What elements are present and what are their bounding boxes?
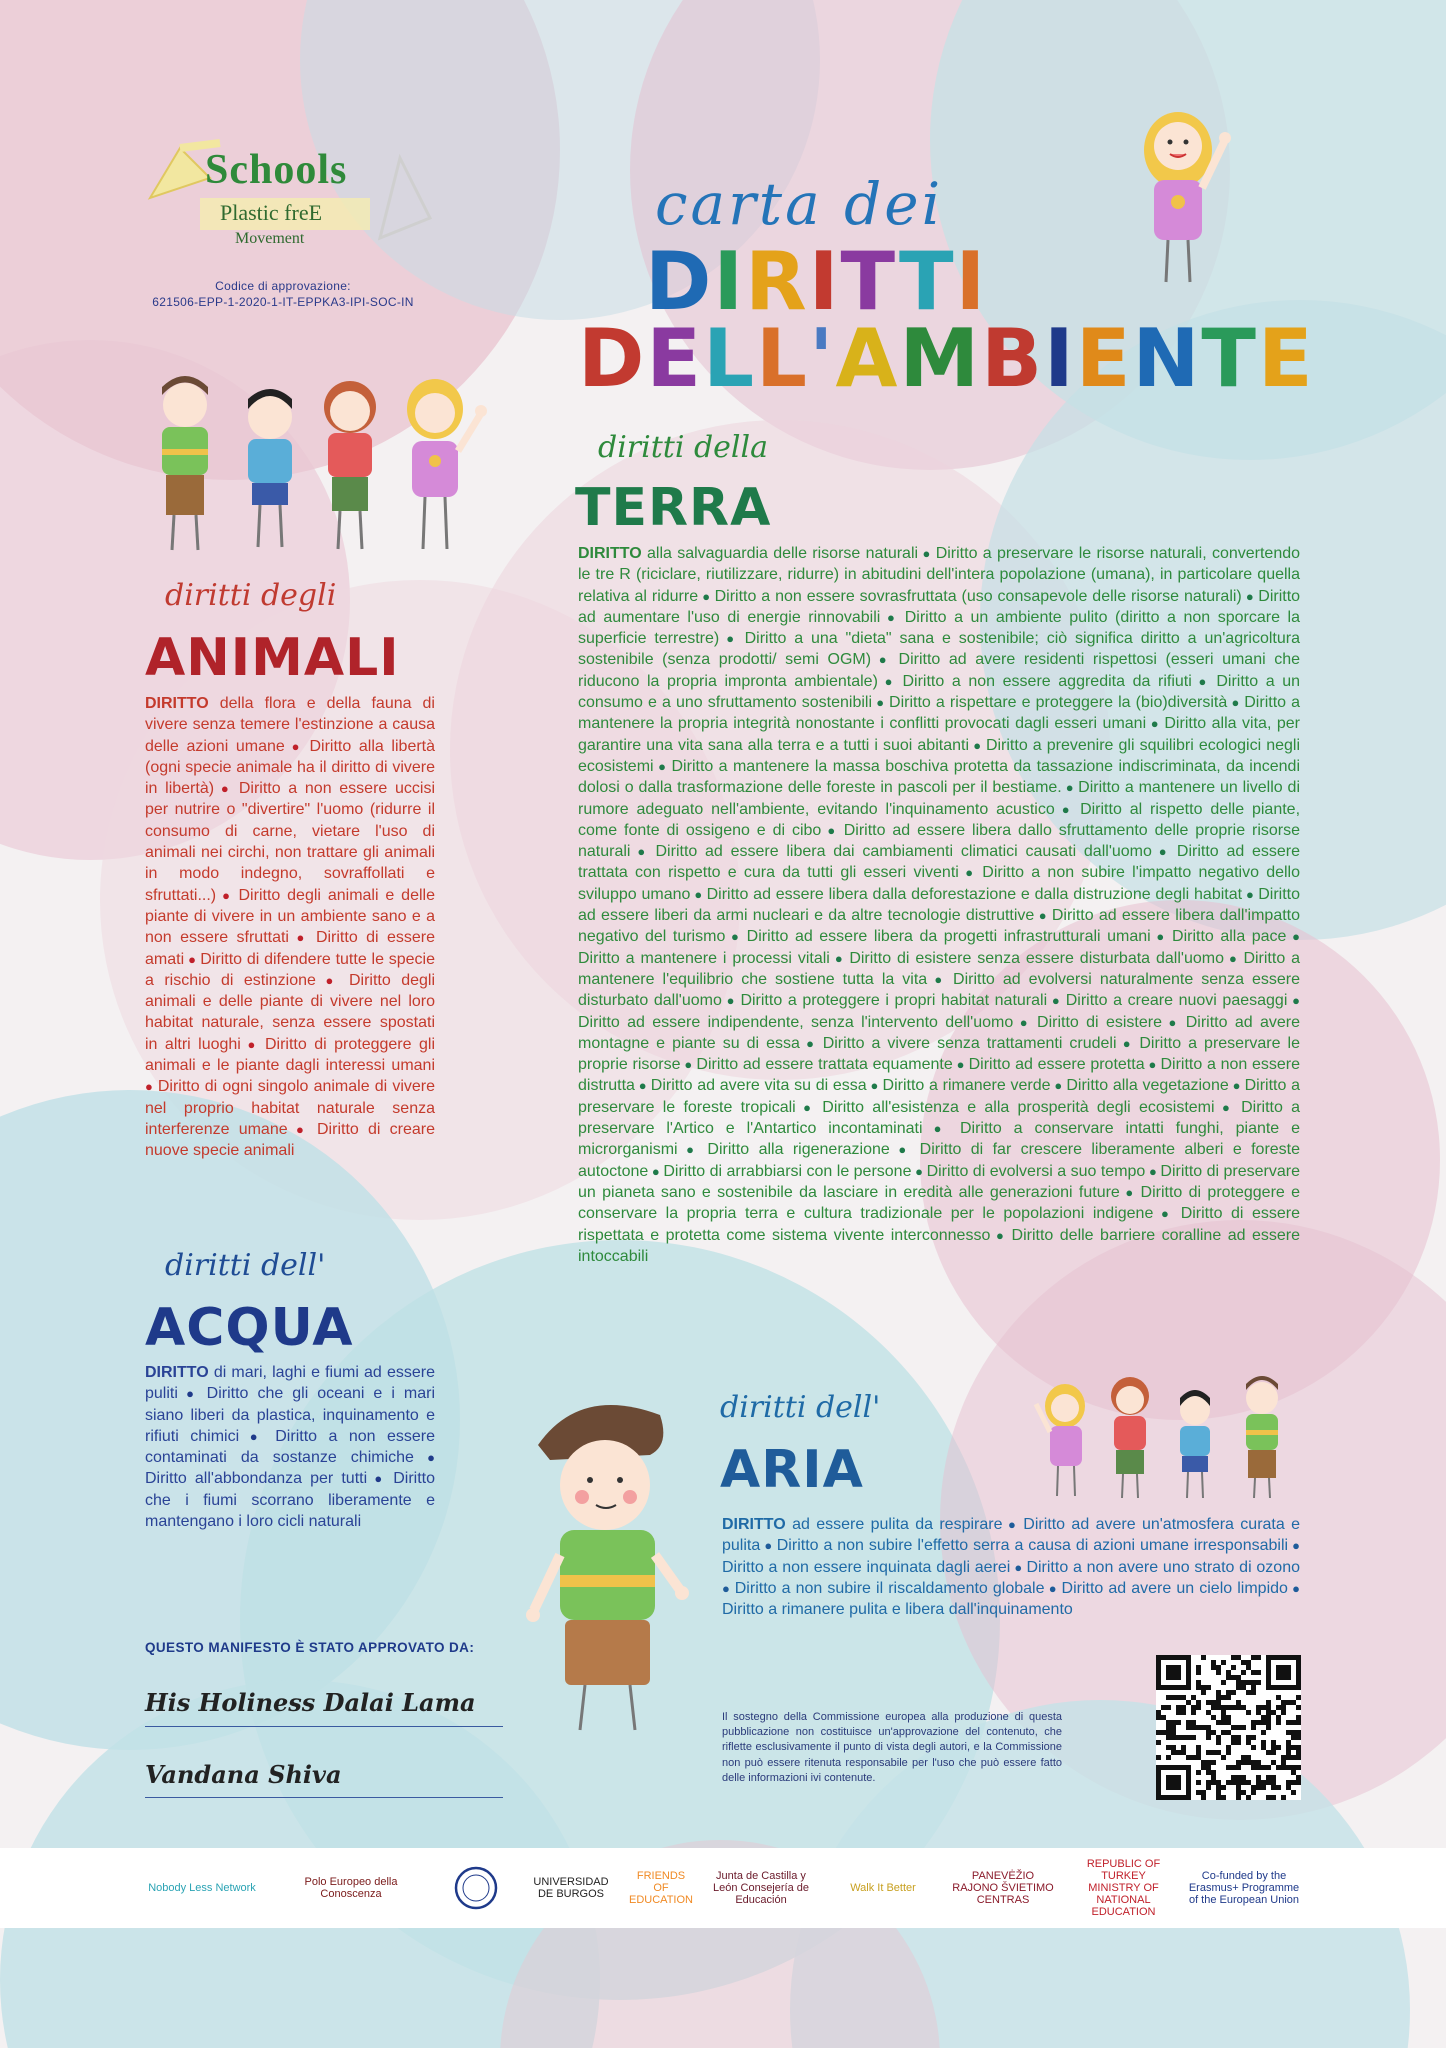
title-script: carta dei [655, 170, 944, 238]
acqua-subtitle: diritti dell' [165, 1248, 326, 1283]
right-item: alla salvaguardia delle risorse naturali [647, 545, 919, 562]
bullet-dot: ● [677, 1142, 708, 1158]
right-item: Diritto ad avere un cielo limpido [1061, 1579, 1288, 1597]
title-letter: I [713, 235, 746, 328]
bullet-dot: ● [1287, 1580, 1301, 1596]
acqua-title: ACQUA [145, 1298, 354, 1358]
right-item: Diritto a mantenere i processi vitali [578, 949, 830, 967]
approval-code: 621506-EPP-1-2020-1-IT-EPPKA3-IPI-SOC-IN [152, 295, 414, 309]
right-item: Diritto alla vita, per garantire una vita sana alla terra e a tutti i suoi abitanti [578, 715, 1301, 754]
bullet-dot: ● [1153, 1206, 1181, 1222]
right-item: Diritto a non essere aggredita da rifiuti [902, 672, 1192, 690]
title-letter: E [1258, 312, 1315, 405]
right-item: Diritto di evolversi a suo tempo [926, 1162, 1146, 1180]
bullet-dot: ● [821, 822, 844, 838]
right-item: Diritto all'abbondanza per tutti [145, 1470, 368, 1488]
title-letter: D [578, 312, 647, 405]
partner-logo: Nobody Less Network [148, 1882, 256, 1894]
logo-movement-text: Movement [235, 230, 305, 247]
right-item: Diritto ad essere trattata con rispetto e cura da tutti gli esseri viventi [578, 843, 1301, 882]
right-item: Diritto a un ambiente pulito (diritto a non sporcare la superficie terrestre) [578, 608, 1300, 648]
right-item: Diritto di essere rispettata e protetta come sistema vivente interconnesso [578, 1205, 1300, 1244]
right-item: Diritto ad essere liberi da armi nucleari e da altre tecnologie distruttive [578, 885, 1300, 925]
right-item: Diritto che i fiumi scorrano liberamente e mantengano i loro cicli naturali [145, 1470, 435, 1531]
right-item: Diritto di far crescere liberamente alberi e foreste autoctone [578, 1141, 1301, 1180]
bullet-dot: ● [413, 1450, 436, 1466]
bullet-dot: ● [1010, 1559, 1027, 1575]
bullet-dot: ● [829, 950, 850, 966]
bullet-dot: ● [1145, 1163, 1161, 1179]
right-item: Diritto a una "dieta" sana e sostenibile; ciò significa diritto a un'agricoltura sostenibile (senza prodotti/ semi OGM) [578, 630, 1301, 669]
right-item: ad essere pulita da respirare [792, 1516, 1003, 1533]
title-letter: M [899, 312, 982, 405]
university-seal-icon [454, 1866, 498, 1910]
bullet-dot: ● [240, 1036, 265, 1052]
bullet-dot: ● [1116, 1035, 1140, 1051]
right-item: Diritto a non essere contaminati da sostanze chimiche [145, 1427, 436, 1467]
right-item: Diritto alla libertà (ogni specie animale ha il diritto di vivere in libertà) [145, 737, 436, 798]
right-item: Diritto ad essere libera dall'impatto negativo del turismo [578, 907, 1301, 946]
title-letter: I [808, 235, 841, 328]
title-letter: T [840, 235, 899, 328]
title-letter: B [981, 312, 1045, 405]
bullet-dot: ● [725, 929, 747, 945]
rights-lead-word: DIRITTO [578, 545, 647, 562]
bullet-dot: ● [1228, 1078, 1245, 1094]
right-item: Diritto ad essere indipendente, senza l'intervento dell'uomo [578, 1013, 1014, 1031]
animali-title: ANIMALI [145, 628, 400, 688]
right-item: Diritto a non subire l'impatto negativo dello sviluppo umano [578, 864, 1301, 903]
logo-plastic-free-text: Plastic freE [220, 200, 323, 225]
right-item: Diritto di difendere tutte le specie a rischio di estinzione [145, 950, 436, 989]
bullet-dot: ● [680, 1057, 697, 1073]
bullet-dot: ● [877, 673, 903, 689]
bullet-dot: ● [795, 1099, 823, 1115]
right-item: Diritto a rispettare e proteggere la (bio)diversità [889, 694, 1228, 712]
bullet-dot: ● [990, 1227, 1012, 1243]
right-item: Diritto ad aumentare l'uso di energie rinnovabili [578, 587, 1301, 626]
partner-logo: Walk It Better [850, 1882, 916, 1894]
bullet-dot: ● [287, 1121, 317, 1137]
right-item: Diritto ad avere residenti rispettosi (esseri umani che riducono la propria impronta ambientale) [578, 651, 1301, 690]
bullet-dot: ● [1119, 1184, 1141, 1200]
bullet-dot: ● [1214, 1099, 1242, 1115]
title-letter: E [646, 312, 704, 405]
bullet-dot: ● [648, 1163, 664, 1179]
bullet-dot: ● [866, 1078, 883, 1094]
bullet-dot: ● [698, 588, 715, 604]
approval-label: Codice di approvazione: [215, 279, 351, 293]
title-letter: I [1044, 312, 1076, 405]
right-item: Diritto di ogni singolo animale di vivere nel proprio habitat naturale senza interferenze umane [145, 1078, 435, 1138]
bullet-dot: ● [1161, 1014, 1186, 1030]
bullet-dot: ● [871, 652, 899, 668]
title-ambiente [578, 312, 1315, 405]
partner-logo: Co-funded by the Erasmus+ Programme of the European Union [1188, 1870, 1300, 1906]
right-item: Diritto a mantenere l'equilibrio che sostiene tutta la vita [578, 949, 1301, 988]
right-item: di mari, laghi e fiumi ad essere puliti [145, 1364, 435, 1403]
bullet-dot: ● [634, 1078, 651, 1094]
aria-rights-text [722, 1514, 1300, 1620]
bullet-dot: ● [1242, 886, 1259, 902]
bullet-dot: ● [177, 1386, 207, 1402]
girl-waving-illustration [1120, 100, 1240, 300]
right-item: Diritto a rimanere pulita e libera dall'inquinamento [722, 1601, 1073, 1619]
partner-logo: UNIVERSIDAD DE BURGOS [533, 1876, 609, 1900]
bullet-dot: ● [1286, 929, 1301, 945]
right-item: Diritto a preservare le risorse naturali, convertendo le tre R (riciclare, riutilizzare, ridurre) in abitudini dell'intera popolazione (umana), in particolare quella relativa al ridurre [578, 545, 1301, 605]
right-item: Diritto ad avere montagne e piante su di essa [578, 1013, 1301, 1052]
bullet-dot: ● [184, 951, 201, 967]
right-item: Diritto ad essere libera da progetti infrastrutturali umani [746, 928, 1151, 946]
title-letter: ' [809, 312, 836, 405]
right-item: Diritto a un consumo e a uno sfruttamento sostenibili [578, 672, 1301, 712]
bullet-dot: ● [239, 1428, 276, 1444]
bullet-dot: ● [721, 993, 741, 1009]
right-item: Diritto a prevenire gli squilibri ecologici negli ecosistemi [578, 736, 1300, 775]
right-item: Diritto che gli oceani e i mari siano liberi da plastica, inquinamento e rifiuti chimici [145, 1385, 436, 1445]
terra-title: TERRA [575, 478, 772, 538]
right-item: Diritto a conservare intatti funghi, piante e microrganismi [578, 1120, 1301, 1159]
right-item: Diritto a non essere sovrasfruttata (uso consapevole delle risorse naturali) [714, 587, 1242, 605]
right-item: Diritto delle barriere coralline ad essere intoccabili [578, 1226, 1300, 1265]
right-item: Diritto ad essere libera dallo sfruttamento delle proprie risorse naturali [578, 821, 1300, 861]
right-item: Diritto a non subire il riscaldamento globale [734, 1579, 1045, 1597]
rights-lead-word: DIRITTO [722, 1516, 793, 1533]
acqua-rights-text [145, 1362, 435, 1532]
right-item: Diritto degli animali e delle piante di vivere nel loro habitat naturale, senza essere spostati in altri luoghi [145, 971, 436, 1053]
right-item: della flora e della fauna di vivere senza temere l'estinzione a causa delle azioni umane [145, 695, 435, 755]
bullet-dot: ● [1047, 993, 1066, 1009]
qr-code-icon [1156, 1655, 1301, 1800]
title-letter: T [1201, 312, 1258, 405]
right-item: Diritto a non essere uccisi per nutrire o "divertire" l'uomo (ridurre il consumo di carne, vietare l'uso di animali nei circhi, non trattare gli animali in modo indegno, sovraffollati e sfruttati...) [145, 780, 435, 904]
bullet-dot: ● [799, 1035, 823, 1051]
eu-disclaimer: Il sostegno della Commissione europea alla produzione di questa pubblicazione non costituisce un'approvazione del contenuto, che riflette esclusivamente il punto di vista degli autori, e la Commissione non può essere ritenuta responsabile per l'uso che può essere fatto delle informazioni ivi contenute. [722, 1711, 1062, 1784]
bullet-dot: ● [1146, 716, 1165, 732]
bullet-dot: ● [315, 972, 349, 988]
signature-line [145, 1726, 503, 1727]
partner-logo: FRIENDS OF EDUCATION [629, 1870, 693, 1906]
right-item: Diritto di proteggere gli animali e le piante dagli interessi umani [145, 1035, 435, 1075]
right-item: Diritto a non essere distrutta [578, 1056, 1300, 1095]
right-item: Diritto ad essere libera dai cambiamenti climatici causati dall'uomo [655, 843, 1152, 861]
four-kids-illustration [140, 365, 500, 560]
bullet-dot: ● [1150, 929, 1173, 945]
right-item: Diritto a vivere senza trattamenti crudeli [822, 1034, 1117, 1052]
rights-lead-word: DIRITTO [145, 695, 220, 712]
bullet-dot: ● [1034, 908, 1052, 924]
title-letter: L [703, 312, 757, 405]
right-item: Diritto di esistere senza essere disturbata dall'uomo [849, 949, 1224, 967]
four-kids-waving-illustration [1030, 1368, 1300, 1503]
bullet-dot: ● [145, 1079, 158, 1095]
bullet-dot: ● [1151, 844, 1177, 860]
title-letter: A [835, 312, 900, 405]
bullet-dot: ● [927, 971, 954, 987]
right-item: Diritto di preservare un pianeta sano e sostenibile da lasciare in eredità alle generazioni future [578, 1162, 1301, 1201]
partner-logo: REPUBLIC OF TURKEY MINISTRY OF NATIONAL EDUCATION [1086, 1858, 1161, 1918]
aria-subtitle: diritti dell' [720, 1390, 881, 1425]
title-letter: R [745, 235, 809, 328]
bullet-dot: ● [1144, 1057, 1161, 1073]
bullet-dot: ● [719, 631, 745, 647]
right-item: Diritto ad essere protetta [968, 1056, 1145, 1074]
right-item: Diritto a non subire l'effetto serra a causa di azioni umane irresponsabili [776, 1537, 1289, 1555]
title-letter: D [645, 235, 714, 328]
right-item: Diritto di esistere [1037, 1013, 1162, 1031]
bullet-dot: ● [1054, 801, 1081, 817]
rights-lead-word: DIRITTO [145, 1364, 214, 1381]
bullet-dot: ● [952, 1057, 969, 1073]
bullet-dot: ● [880, 609, 905, 625]
right-item: Diritto ad avere un'atmosfera curata e pulita [722, 1516, 1301, 1555]
bullet-dot: ● [1223, 950, 1244, 966]
right-item: Diritto degli animali e delle piante di vivere in un ambiente sano e a non essere sfruttati [145, 886, 435, 947]
bullet-dot: ● [216, 887, 239, 903]
bullet-dot: ● [1241, 588, 1259, 604]
right-item: Diritto ad essere libera dalla deforestazione e dalla distruzione degli habitat [706, 885, 1243, 903]
right-item: Diritto all'esistenza e alla prosperità degli ecosistemi [822, 1098, 1215, 1116]
bullet-dot: ● [653, 758, 672, 774]
bullet-dot: ● [1227, 695, 1245, 711]
bullet-dot: ● [630, 844, 656, 860]
right-item: Diritto di essere amati [145, 929, 435, 968]
signature-line [145, 1797, 503, 1798]
right-item: Diritto ad essere trattata equamente [696, 1056, 953, 1074]
approval-code-block [118, 278, 448, 310]
qr-code[interactable] [1156, 1655, 1301, 1800]
right-item: Diritto a proteggere i propri habitat naturali [740, 992, 1048, 1010]
approved-by-label: QUESTO MANIFESTO È STATO APPROVATO DA: [145, 1640, 475, 1655]
bullet-dot: ● [760, 1538, 777, 1554]
right-item: Diritto a preservare le foreste tropicali [578, 1077, 1300, 1116]
bullet-dot: ● [1287, 993, 1301, 1009]
title-letter: N [1132, 312, 1202, 405]
title-line-2-colored [578, 312, 1315, 405]
animali-rights-text [145, 693, 435, 1162]
right-item: Diritto ad evolversi naturalmente senza essere disturbato dall'uomo [578, 970, 1301, 1010]
bullet-dot: ● [1061, 780, 1079, 796]
bullet-dot: ● [288, 930, 316, 946]
right-item: Diritto di creare nuove specie animali [145, 1120, 436, 1160]
right-item: Diritto ad avere vita su di essa [650, 1077, 867, 1095]
bullet-dot: ● [1288, 1538, 1301, 1554]
right-item: Diritto a mantenere la propria integrità nonostante i conflitti provocati dagli esseri umani [578, 694, 1301, 733]
title-letter: L [756, 312, 810, 405]
terra-subtitle: diritti della [598, 430, 769, 465]
right-item: Diritto alla rigenerazione [707, 1141, 890, 1159]
bullet-dot: ● [214, 781, 239, 797]
bullet-dot: ● [284, 738, 310, 754]
bullet-dot: ● [969, 737, 986, 753]
bullet-dot: ● [889, 1142, 920, 1158]
bullet-dot: ● [1013, 1014, 1038, 1030]
right-item: Diritto alla pace [1172, 928, 1287, 946]
right-item: Diritto a creare nuovi paesaggi [1065, 992, 1288, 1010]
right-item: Diritto al rispetto delle piante, come fonte di ossigeno e di cibo [578, 800, 1301, 839]
title-letter: T [898, 235, 956, 328]
bullet-dot: ● [722, 1580, 735, 1596]
signature-vandana-shiva: Vandana Shiva [145, 1760, 342, 1789]
bullet-dot: ● [872, 695, 890, 711]
signature-dalai-lama: His Holiness Dalai Lama [145, 1688, 476, 1717]
title-letter: I [955, 235, 988, 328]
bullet-dot: ● [1044, 1580, 1062, 1596]
schools-plastic-free-logo [140, 138, 440, 258]
partners-footer [0, 1848, 1446, 1928]
aria-title: ARIA [720, 1440, 864, 1500]
animali-subtitle: diritti degli [165, 578, 337, 613]
right-item: Diritto a rimanere verde [882, 1077, 1051, 1095]
bullet-dot: ● [1002, 1517, 1024, 1532]
partner-logo: Junta de Castilla y León Consejería de Educación [712, 1870, 809, 1906]
terra-rights-text [578, 543, 1300, 1267]
right-item: Diritto a preservare l'Artico e l'Antartico incontaminati [578, 1098, 1301, 1138]
partner-logo: Polo Europeo della Conoscenza [304, 1876, 398, 1900]
right-item: Diritto di arrabbiarsi con le persone [663, 1162, 912, 1180]
right-item: Diritto a mantenere un livello di rumore adeguato nell'ambiente, evitando l'inquinamento acustico [578, 779, 1301, 818]
right-item: Diritto a non avere uno strato di ozono [1026, 1558, 1301, 1576]
bullet-dot: ● [690, 886, 707, 902]
bullet-dot: ● [911, 1163, 927, 1179]
partner-logo: PANEVĖŽIO RAJONO ŠVIETIMO CENTRAS [952, 1870, 1054, 1906]
right-item: Diritto a non essere inquinata dagli aerei [722, 1558, 1011, 1576]
right-item: Diritto alla vegetazione [1066, 1077, 1229, 1095]
logo-schools-text: Schools [205, 147, 348, 193]
bullet-dot: ● [918, 546, 936, 561]
bullet-dot: ● [958, 865, 983, 881]
bullet-dot: ● [1191, 673, 1217, 689]
partner-logo [446, 1868, 506, 1908]
bullet-dot: ● [367, 1471, 394, 1487]
bullet-dot: ● [1050, 1078, 1067, 1094]
bullet-dot: ● [922, 1121, 960, 1137]
boy-illustration [520, 1385, 700, 1735]
right-item: Diritto a preservare le proprie risorse [578, 1034, 1301, 1074]
right-item: Diritto a mantenere la massa boschiva protetta da tassazione indiscriminata, da incendi dolosi o dalla trasformazione delle foreste in pascoli per il bestiame. [578, 757, 1300, 797]
right-item: Diritto di proteggere e conservare la propria terra e cultura tradizionale per le popolazioni indigene [578, 1183, 1301, 1223]
title-letter: E [1075, 312, 1133, 405]
